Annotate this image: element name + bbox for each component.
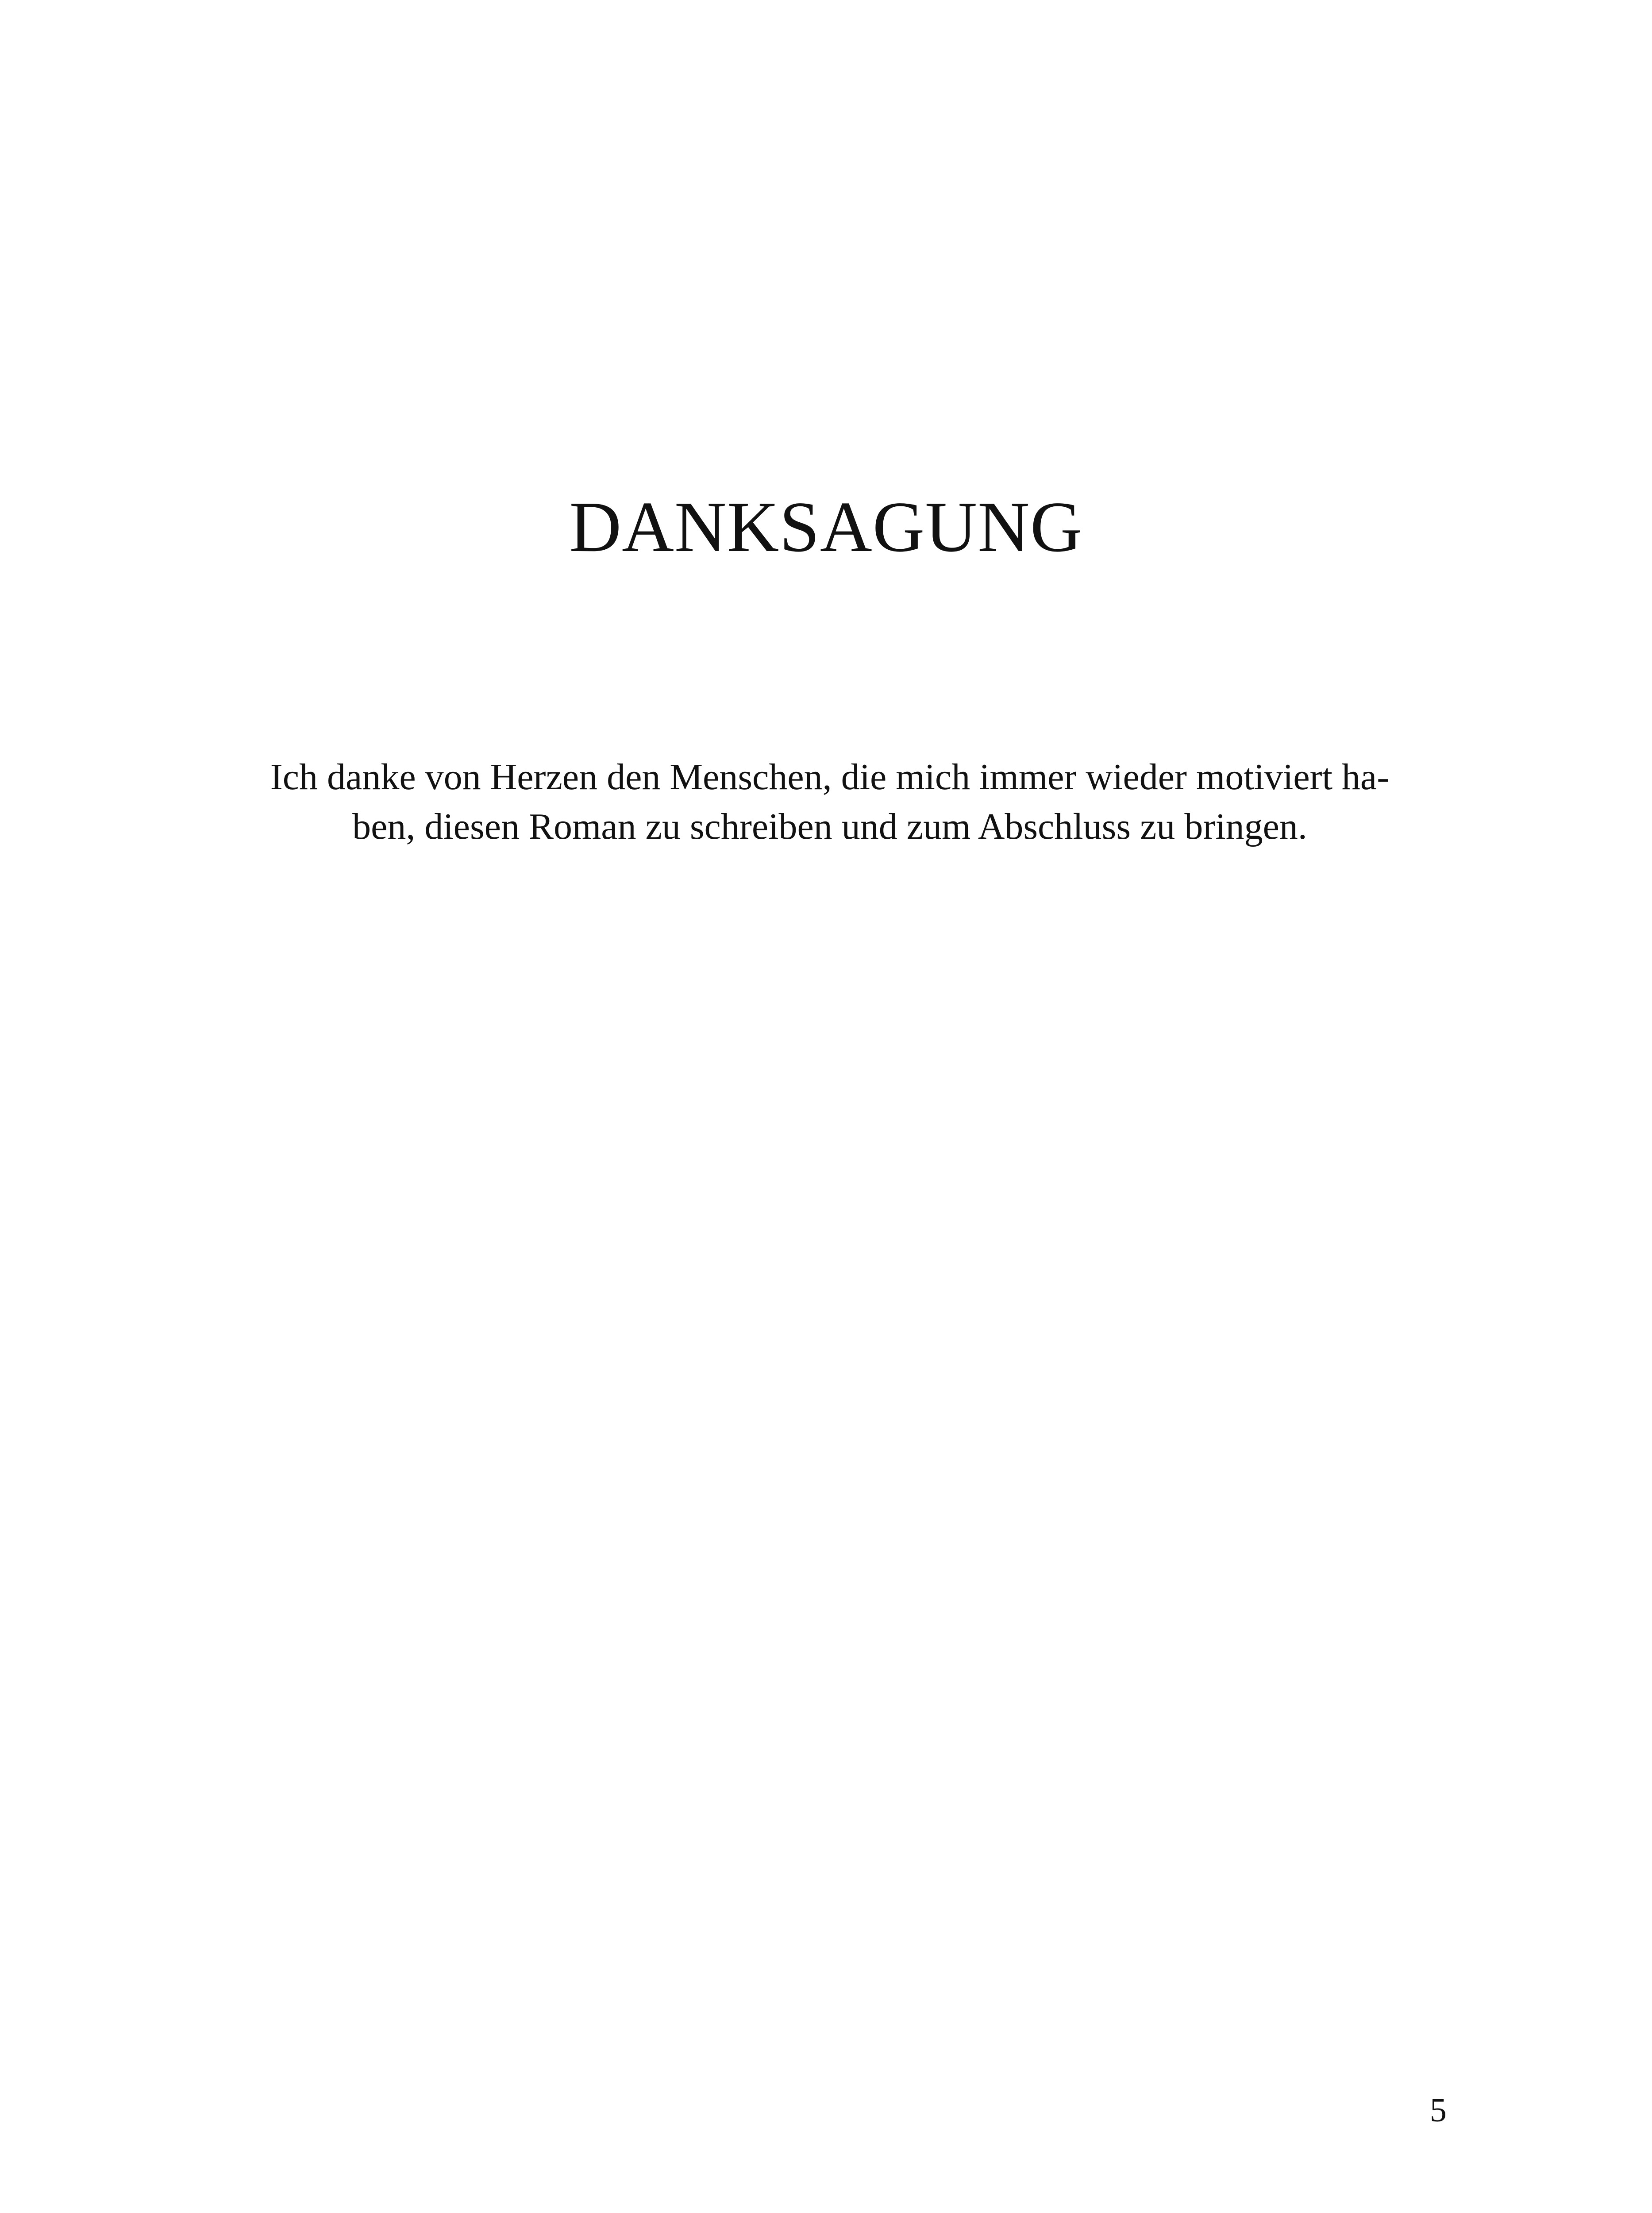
acknowledgement-paragraph	[232, 752, 1427, 852]
paragraph-line: ben, diesen Roman zu schreiben und zum Abschluss zu bringen.	[352, 806, 1307, 847]
page-heading: DANKSAGUNG	[569, 487, 1083, 567]
page-number: 5	[1430, 2092, 1447, 2129]
paragraph-line: Ich danke von Herzen den Menschen, die mich immer wieder motiviert ha-	[270, 756, 1390, 798]
